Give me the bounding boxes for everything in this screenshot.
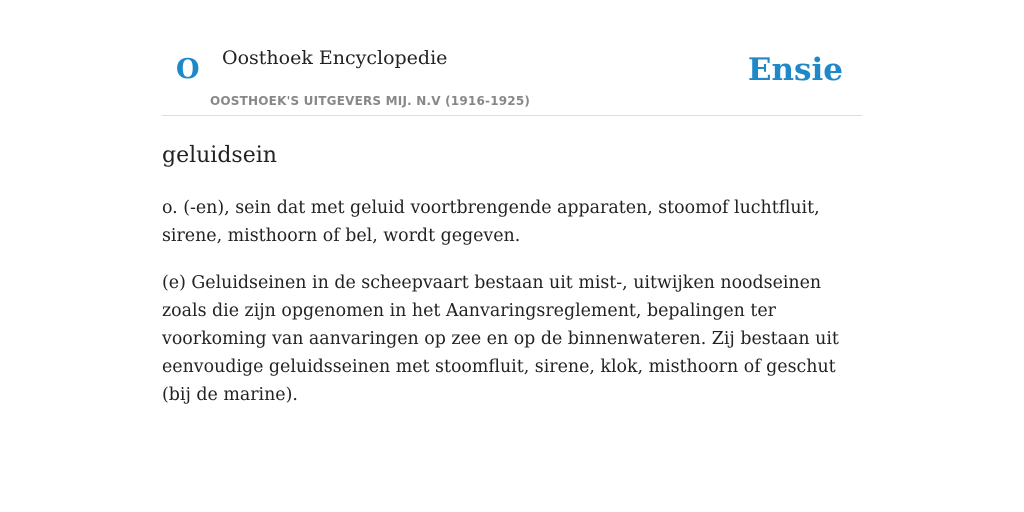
encyclopedia-header [162,0,862,116]
publisher-label: OOSTHOEK'S UITGEVERS MIJ. N.V (1916-1925) [210,94,531,108]
page [162,0,862,409]
entry-definition-paragraph: o. (-en), sein dat met geluid voortbrengende apparaten, stoomof luchtfluit, sirene, misthoorn of bel, wordt gegeven. [162,198,820,246]
entry-title: geluidsein [162,143,277,168]
encyclopedia-title-link[interactable]: Oosthoek Encyclopedie [222,47,448,69]
encyclopedia-logo-letter[interactable]: O [176,54,200,85]
ensie-brand-logo[interactable]: Ensie [747,52,843,88]
entry-explanation-paragraph: (e) Geluidseinen in de scheepvaart bestaan uit mist-, uitwijken noodseinen zoals die zijn opgenomen in het Aanvaringsreglement, bepalingen ter voorkoming van aanvaringen op zee en op de binnenwateren. Zij bestaan uit eenvoudige geluidsseinen met stoomfluit, sirene, klok, misthoorn of geschut (bij de marine). [162,273,839,405]
